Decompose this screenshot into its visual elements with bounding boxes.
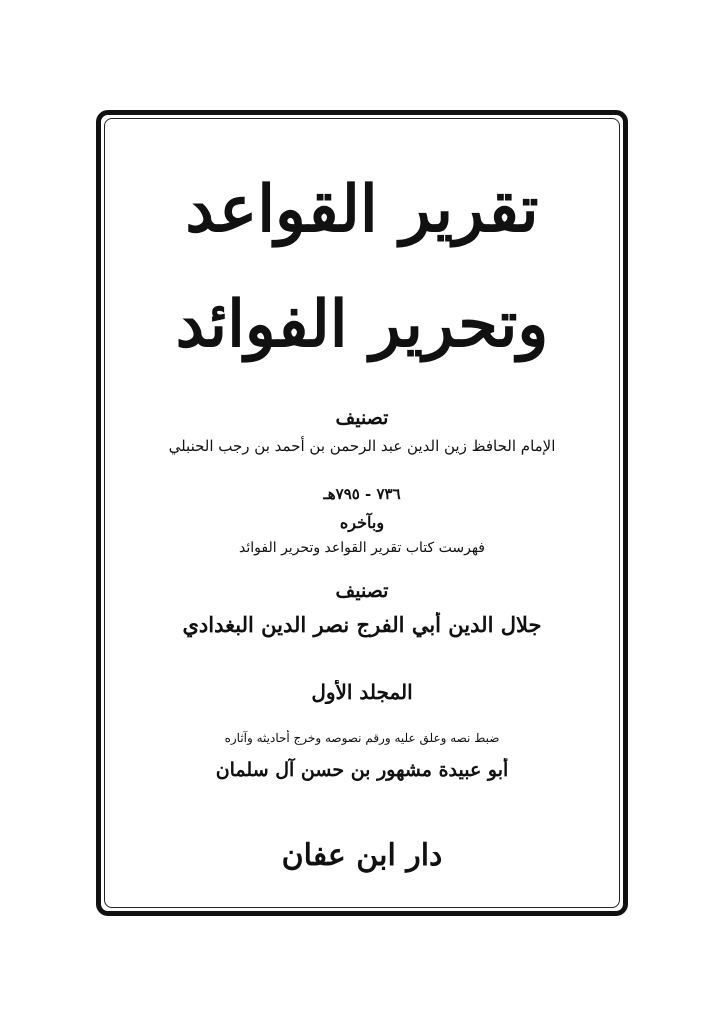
book-title-line-2: وتحرير الفوائد [175,287,549,362]
appendix-author-name: جلال الدين أبي الفرج نصر الدين البغدادي [182,612,542,637]
publisher-name: دار ابن عفان [281,838,443,873]
book-title-line-1: تقرير القواعد [185,172,539,247]
editor-note: ضبط نصه وعلق عليه ورقم نصوصه وخرج أحاديثه وآثاره [224,731,500,745]
author-dates: ٧٣٦ - ٧٩٥هـ [323,485,401,503]
editor-name: أبو عبيدة مشهور بن حسن آل سلمان [215,759,509,781]
volume-label: المجلد الأول [311,680,413,704]
authored-by-label: تصنيف [335,407,389,429]
appendix-title: فهرست كتاب تقرير القواعد وتحرير الفوائد [239,540,485,556]
appendix-label: وبآخره [339,513,385,532]
author-name: الإمام الحافظ زين الدين عبد الرحمن بن أحمد بن رجب الحنبلي [168,437,556,455]
appendix-authored-by-label: تصنيف [335,580,389,602]
